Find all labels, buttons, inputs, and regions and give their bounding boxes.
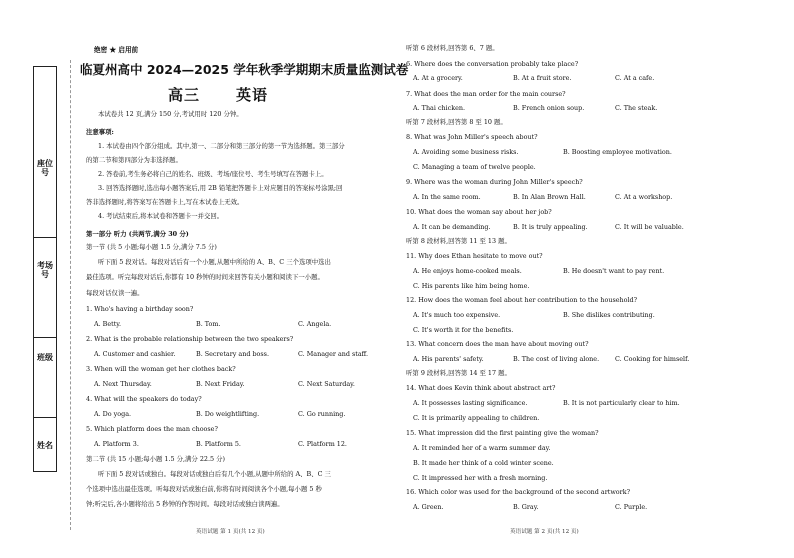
option-a: A. Customer and cashier. <box>94 350 176 358</box>
option-a: A. Avoiding some business risks. <box>413 148 519 156</box>
option-c: C. Manager and staff. <box>298 350 369 358</box>
option-b: B. The cost of living alone. <box>513 355 600 363</box>
binding-label-name: 姓名 <box>37 440 53 450</box>
option-c: C. It will be valuable. <box>615 223 684 231</box>
option-c: C. At a cafe. <box>615 74 655 82</box>
option-b: B. Secretary and boss. <box>196 350 269 358</box>
exam-title: 临夏州高中 2024—2025 学年秋季学期期末质量监测试卷 <box>80 62 409 77</box>
section1-title: 第一节 (共 5 小题;每小题 1.5 分,满分 7.5 分) <box>86 243 217 251</box>
option-b: B. Tom. <box>196 320 221 328</box>
option-a: A. It possesses lasting significance. <box>413 399 528 407</box>
option-c: C. The steak. <box>615 104 658 112</box>
section2-instruction: 钟;听完后,各小题将给出 5 秒钟的作答时间。每段对话或独白读两遍。 <box>86 500 284 508</box>
question-text: 15. What impression did the first painting give the woman? <box>406 429 599 437</box>
option-c: C. Managing a team of twelve people. <box>413 163 536 171</box>
option-a: A. Next Thursday. <box>94 380 152 388</box>
question-text: 9. Where was the woman during John Miller's speech? <box>406 178 583 186</box>
option-b: B. Boosting employee motivation. <box>563 148 672 156</box>
option-a: A. It can be demanding. <box>413 223 491 231</box>
notes-heading: 注意事项: <box>86 128 114 136</box>
binding-label-class: 班级 <box>37 352 53 362</box>
question-text: 7. What does the man order for the main course? <box>406 90 566 98</box>
section1-instruction: 最佳选项。听完每段对话后,你都有 10 秒钟的时间来回答有关小题和阅读下一小题。 <box>86 273 324 281</box>
question-text: 1. Who's having a birthday soon? <box>86 305 194 313</box>
question-text: 14. What does Kevin think about abstract art? <box>406 384 556 392</box>
binding-strip <box>33 66 57 472</box>
option-a: A. In the same room. <box>413 193 481 201</box>
option-c: C. Angela. <box>298 320 332 328</box>
option-b: B. In Alan Brown Hall. <box>513 193 586 201</box>
binding-label-seat: 座位号 <box>37 158 53 177</box>
option-c: C. His parents like him being home. <box>413 282 530 290</box>
option-b: B. It is truly appealing. <box>513 223 588 231</box>
question-text: 6. Where does the conversation probably take place? <box>406 60 579 68</box>
listen-instruction: 听第 6 段材料,回答第 6、7 题。 <box>406 44 499 52</box>
question-text: 12. How does the woman feel about her contribution to the household? <box>406 296 638 304</box>
option-a: A. His parents' safety. <box>413 355 484 363</box>
option-a: A. At a grocery. <box>413 74 463 82</box>
binding-divider <box>34 337 56 338</box>
binding-label-room: 考场号 <box>37 260 53 279</box>
question-text: 11. Why does Ethan hesitate to move out? <box>406 252 543 260</box>
footer-left: 英语试题 第 1 页(共 12 页) <box>196 529 265 535</box>
option-b: B. It made her think of a cold winter scene. <box>413 459 554 467</box>
exam-info: 本试卷共 12 页,满分 150 分,考试用时 120 分钟。 <box>98 110 243 118</box>
option-b: B. She dislikes contributing. <box>563 311 655 319</box>
cut-line <box>70 60 71 530</box>
option-b: B. It is not particularly clear to him. <box>563 399 680 407</box>
note-line: 答非选择题时,将答案写在答题卡上,写在本试卷上无效。 <box>86 198 244 206</box>
note-line: 的第二节和第四部分为非选择题。 <box>86 156 182 164</box>
option-c: C. It is primarily appealing to children. <box>413 414 540 422</box>
option-a: A. Platform 3. <box>94 440 139 448</box>
option-b: B. Do weightlifting. <box>196 410 260 418</box>
question-text: 3. When will the woman get her clothes back? <box>86 365 236 373</box>
secret-mark: 绝密 ★ 启用前 <box>94 46 139 54</box>
note-line: 2. 答卷前,考生务必将自己的姓名、班级、考场/座位号、考生号填写在答题卡上。 <box>98 170 328 178</box>
note-line: 4. 考试结束后,将本试卷和答题卡一并交回。 <box>98 212 224 220</box>
option-a: A. It reminded her of a warm summer day. <box>413 444 551 452</box>
section2-instruction: 听下面 5 段对话或独白。每段对话或独白后有几个小题,从题中所给的 A、B、C 三 <box>98 470 331 478</box>
section2-instruction: 个选项中选出最佳选项。听每段对话或独白前,你将有时间阅读各个小题,每小题 5 秒 <box>86 485 322 493</box>
binding-divider <box>34 417 56 418</box>
option-c: C. It's worth it for the benefits. <box>413 326 514 334</box>
option-c: C. It impressed her with a fresh morning. <box>413 474 548 482</box>
question-text: 4. What will the speakers do today? <box>86 395 202 403</box>
subject-grade: 高三 <box>168 86 201 104</box>
option-b: B. He doesn't want to pay rent. <box>563 267 665 275</box>
option-b: B. Gray. <box>513 503 539 511</box>
option-c: C. Go running. <box>298 410 346 418</box>
option-b: B. At a fruit store. <box>513 74 572 82</box>
question-text: 2. What is the probable relationship between the two speakers? <box>86 335 294 343</box>
option-a: A. It's much too expensive. <box>413 311 501 319</box>
question-text: 8. What was John Miller's speech about? <box>406 133 538 141</box>
option-c: C. Purple. <box>615 503 648 511</box>
option-c: C. Cooking for himself. <box>615 355 690 363</box>
option-c: C. At a workshop. <box>615 193 673 201</box>
option-a: A. He enjoys home-cooked meals. <box>413 267 522 275</box>
listen-instruction: 听第 9 段材料,回答第 14 至 17 题。 <box>406 369 511 377</box>
option-b: B. Platform 5. <box>196 440 241 448</box>
note-line: 1. 本试卷由四个部分组成。其中,第一、二部分和第三部分的第一节为选择题。第三部分 <box>98 142 345 150</box>
option-b: B. Next Friday. <box>196 380 245 388</box>
footer-right: 英语试题 第 2 页(共 12 页) <box>510 529 579 535</box>
section1-instruction: 每段对话仅读一遍。 <box>86 289 144 297</box>
listen-instruction: 听第 7 段材料,回答第 8 至 10 题。 <box>406 118 507 126</box>
subject-name: 英语 <box>236 86 269 104</box>
option-a: A. Betty. <box>94 320 122 328</box>
option-b: B. French onion soup. <box>513 104 585 112</box>
option-c: C. Next Saturday. <box>298 380 355 388</box>
section1-instruction: 听下面 5 段对话。每段对话后有一个小题,从题中所给的 A、B、C 三个选项中选出 <box>98 258 331 266</box>
question-text: 10. What does the woman say about her job? <box>406 208 552 216</box>
option-a: A. Thai chicken. <box>413 104 466 112</box>
listen-instruction: 听第 8 段材料,回答第 11 至 13 题。 <box>406 237 511 245</box>
question-text: 13. What concern does the man have about moving out? <box>406 340 589 348</box>
section2-title: 第二节 (共 15 小题;每小题 1.5 分,满分 22.5 分) <box>86 455 225 463</box>
part1-title: 第一部分 听力 (共两节,满分 30 分) <box>86 230 189 238</box>
option-a: A. Do yoga. <box>94 410 132 418</box>
note-line: 3. 回答选择题时,选出每小题答案后,用 2B 铅笔把答题卡上对应题目的答案标号涂黑;回 <box>98 184 343 192</box>
option-a: A. Green. <box>413 503 444 511</box>
question-text: 5. Which platform does the man choose? <box>86 425 218 433</box>
option-c: C. Platform 12. <box>298 440 347 448</box>
binding-divider <box>34 237 56 238</box>
question-text: 16. Which color was used for the background of the second artwork? <box>406 488 631 496</box>
